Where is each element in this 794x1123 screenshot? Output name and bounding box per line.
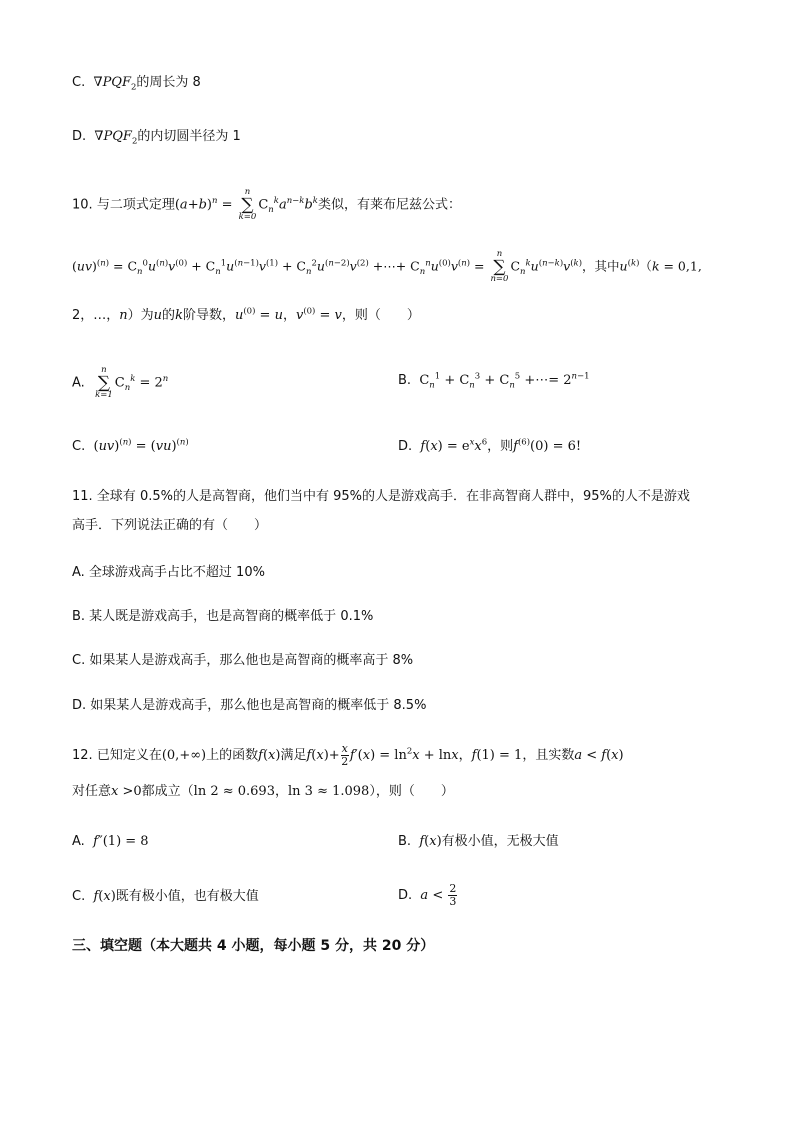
section-3-heading: 三、填空题（本大题共 4 小题，每小题 5 分，共 20 分）: [72, 938, 435, 954]
fraction-2-over-3: $\frac{2}{3}$: [449, 882, 457, 908]
q10-stem: 10. 与二项式定理$(a+b)^n$ = n ∑ k=0 $C_n^ka^{n-k}b^k$类似，有莱布尼兹公式：: [72, 187, 461, 222]
q9-option-d: D. $\nabla PQF_2$的内切圆半径为 1: [72, 129, 241, 147]
q12-option-c: C. f(x)既有极小值，也有极大值: [72, 889, 259, 904]
q11-option-d: D. 如果某人是游戏高手，那么他也是高智商的概率低于 8.5%: [72, 698, 427, 713]
q11-option-a: A. 全球游戏高手占比不超过 10%: [72, 565, 265, 580]
q11-option-b: B. 某人既是游戏高手，也是高智商的概率低于 0.1%: [72, 609, 374, 624]
q10-leibniz-formula: $(uv)^{(n)} = C_n^0u^{(n)}v^{(0)} + C_n^1u^{(n-1)}v^{(1)} + C_n^2u^{(n-2)}v^{(2)}$ +⋯+ $C_n^nu^{(0)}v^{(n)}$ = n ∑ n=0 $C_n^ku^{(n-k)}v^{(k)}$，其中$u^{(k)}(k = 0,1$,: [72, 249, 702, 284]
q10-option-b: B. $C_n^1 + C_n^3 + C_n^5$ +⋯= $2^{n-1}$: [398, 371, 590, 391]
sum-symbol: n ∑ k=0: [238, 187, 257, 222]
q10-option-a: A. n ∑ k=1 $C_n^k = 2^n$: [72, 365, 169, 400]
q11-stem-line1: 11. 全球有 0.5%的人是高智商，他们当中有 95%的人是游戏高手．在非高智商人群中，95%的人不是游戏: [72, 489, 690, 504]
q12-option-b: B. f(x)有极小值，无极大值: [398, 834, 559, 849]
q10-stem-line3: 2，…，n）为u的k阶导数，$u^{(0)} = u$，$v^{(0)} = v$，则（ ）: [72, 306, 420, 323]
q12-option-a: A. f″(1) = 8: [72, 834, 149, 849]
q12-stem-line1: 12. 已知定义在(0,+∞)上的函数f(x)满足f(x)+ $\frac{x}{2}$ $f'(x) = \ln^2x + \ln x$，f(1) = 1，且实数a < f(x): [72, 742, 624, 768]
q12-stem-line2: 对任意x >0都成立（ln 2 ≈ 0.693，ln 3 ≈ 1.098），则（ ）: [72, 784, 454, 799]
q10-option-d: D. $f(x) = e^xx^6$，则$f^{(6)}(0) = 6$!: [398, 437, 582, 454]
q10-option-c: C. (uv)$^{(n)}$ = (vu)$^{(n)}$: [72, 437, 189, 454]
q12-option-d: D. a < $\frac{2}{3}$: [398, 882, 457, 908]
q9-option-c: C. $\nabla PQF_2$的周长为 8: [72, 75, 201, 93]
q11-stem-line2: 高手．下列说法正确的有（ ）: [72, 518, 268, 533]
q11-option-c: C. 如果某人是游戏高手，那么他也是高智商的概率高于 8%: [72, 653, 414, 668]
fraction-x-over-2: $\frac{x}{2}$: [341, 742, 349, 768]
